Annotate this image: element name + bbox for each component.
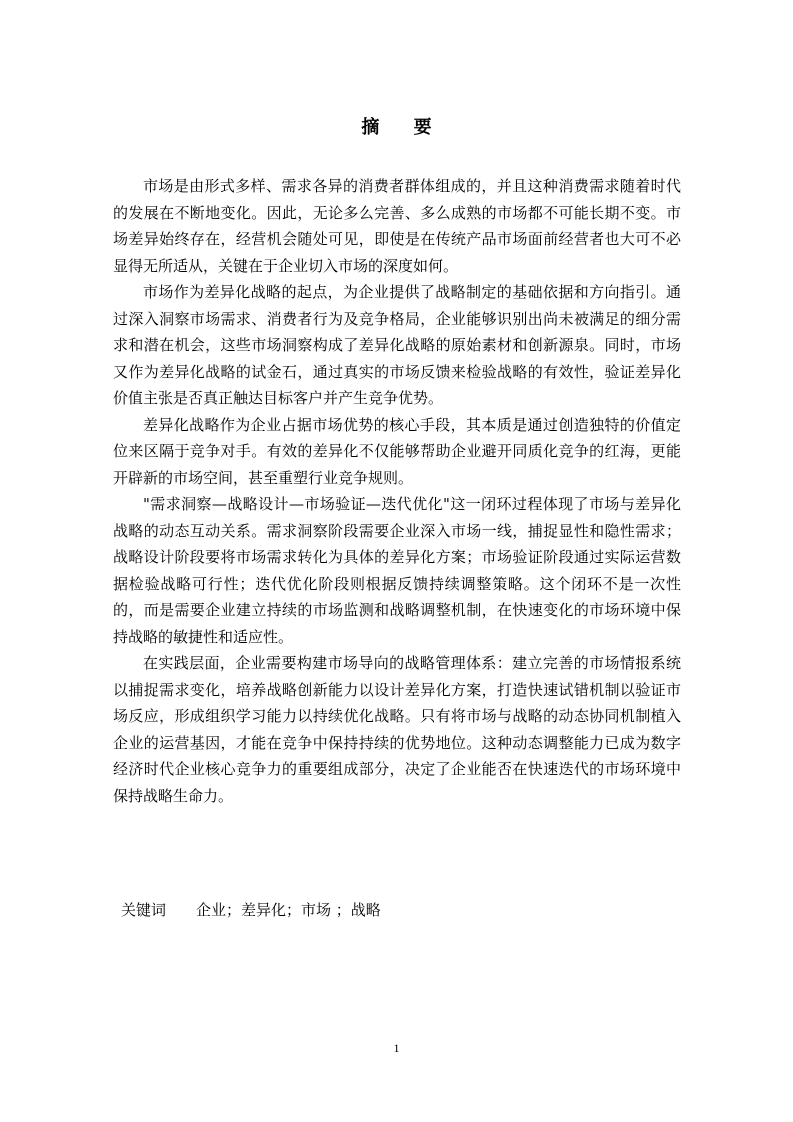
abstract-paragraph-3: 差异化战略作为企业占据市场优势的核心手段，其本质是通过创造独特的价值定位来区隔于竞争对手。有效的差异化不仅能够帮助企业避开同质化竞争的红海，更能开辟新的市场空间，甚至重塑行业竞争规则。 <box>113 415 681 487</box>
abstract-paragraph-2: 市场作为差异化战略的起点，为企业提供了战略制定的基础依据和方向指引。通过深入洞察市场需求、消费者行为及竞争格局，企业能够识别出尚未被满足的细分需求和潜在机会，这些市场洞察构成了差异化战略的原始素材和创新源泉。同时，市场又作为差异化战略的试金石，通过真实的市场反馈来检验战略的有效性，验证差异化价值主张是否真正触达目标客户并产生竞争优势。 <box>113 283 681 407</box>
abstract-paragraph-4: "需求洞察—战略设计—市场验证—迭代优化"这一闭环过程体现了市场与差异化战略的动态互动关系。需求洞察阶段需要企业深入市场一线，捕捉显性和隐性需求；战略设计阶段要将市场需求转化为具体的差异化方案；市场验证阶段通过实际运营数据检验战略可行性；迭代优化阶段则根据反馈持续调整策略。这个闭环不是一次性的，而是需要企业建立持续的市场监测和战略调整机制，在快速变化的市场环境中保持战略的敏捷性和适应性。 <box>113 495 681 646</box>
page-number: 1 <box>393 1041 400 1055</box>
keywords-line <box>121 899 381 920</box>
page-title: 摘 要 <box>361 117 446 138</box>
abstract-paragraph-5: 在实践层面，企业需要构建市场导向的战略管理体系：建立完善的市场情报系统以捕捉需求变化，培养战略创新能力以设计差异化方案，打造快速试错机制以验证市场反应，形成组织学习能力以持续优化战略。只有将市场与战略的动态协同机制植入企业的运营基因，才能在竞争中保持持续的优势地位。这种动态调整能力已成为数字经济时代企业核心竞争力的重要组成部分，决定了企业能否在快速迭代的市场环境中保持战略生命力。 <box>113 654 681 805</box>
keywords-label: 关键词 <box>121 901 167 919</box>
abstract-body <box>113 173 681 809</box>
abstract-paragraph-1: 市场是由形式多样、需求各异的消费者群体组成的，并且这种消费需求随着时代的发展在不断地变化。因此，无论多么完善、多么成熟的市场都不可能长期不变。市场差异始终存在，经营机会随处可见，即使是在传统产品市场面前经营者也大可不必显得无所适从，关键在于企业切入市场的深度如何。 <box>113 177 681 275</box>
keywords-value: 企业；差异化；市场 ；战略 <box>196 901 381 919</box>
